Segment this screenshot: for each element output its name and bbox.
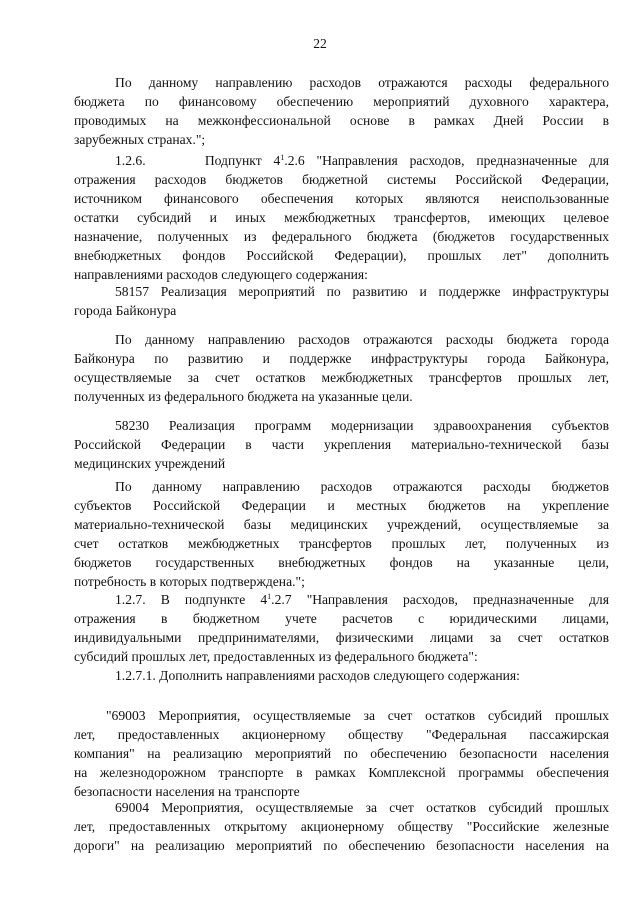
text-line: 58157 Реализация мероприятий по развитию и поддержке инфраструктуры bbox=[115, 284, 609, 299]
paragraph-1 bbox=[74, 73, 609, 149]
text-line: проводимых на межконфессиональной основе в рамках Дней России в bbox=[74, 113, 609, 128]
text-line: субъектов Российской Федерации и местных бюджетов на укрепление bbox=[74, 498, 609, 513]
text-fragment: Подпункт 4 bbox=[204, 153, 281, 168]
text-line: осуществляемые за счет остатков межбюджетных трансфертов прошлых лет, bbox=[74, 370, 609, 385]
text-line: бюджета по финансовому обеспечению мероприятий духовного характера, bbox=[74, 94, 609, 109]
text-line: 69004 Мероприятия, осуществляемые за счет остатков субсидий прошлых bbox=[115, 800, 609, 815]
text-fragment: 1.2.7. В подпункте 4 bbox=[115, 592, 268, 607]
text-line: компания" на реализацию мероприятий по обеспечению безопасности населения bbox=[74, 746, 609, 761]
text-line: полученных из федерального бюджета на указанные цели. bbox=[74, 389, 413, 404]
paragraph-1-2-7 bbox=[74, 590, 609, 666]
paragraph-58230 bbox=[74, 416, 609, 473]
text-line: 58230 Реализация программ модернизации здравоохранения субъектов bbox=[115, 418, 609, 433]
text-line: счет остатков межбюджетных трансфертов прошлых лет, полученных из bbox=[74, 536, 609, 551]
text-line: медицинских учреждений bbox=[74, 456, 226, 471]
text-line bbox=[74, 151, 609, 170]
text-line: потребность в которых подтверждена."; bbox=[74, 574, 305, 589]
paragraph-healthcare-description bbox=[74, 477, 609, 591]
text-line: отражения в бюджетном учете расчетов с юридическими лицами, bbox=[74, 611, 609, 626]
text-line: субсидий прошлых лет, предоставленных из федерального бюджета": bbox=[74, 649, 478, 664]
text-line: индивидуальными предпринимателями, физическими лицами за счет остатков bbox=[74, 630, 609, 645]
text-line: направлениями расходов следующего содержания: bbox=[74, 267, 368, 282]
text-line: "69003 Мероприятия, осуществляемые за счет остатков субсидий прошлых bbox=[106, 708, 609, 723]
text-line: Российской Федерации в части укрепления материально-технической базы bbox=[74, 437, 609, 452]
text-line: бюджетов государственных внебюджетных фондов на указанные цели, bbox=[74, 555, 609, 570]
text-line: Байконура по развитию и поддержке инфраструктуры города Байконура, bbox=[74, 351, 609, 366]
text-line: внебюджетных фондов Российской Федерации), прошлых лет" дополнить bbox=[74, 248, 609, 263]
paragraph-69003 bbox=[74, 706, 609, 801]
text-line: города Байконура bbox=[74, 303, 177, 318]
text-line: безопасности населения на транспорте bbox=[74, 784, 300, 799]
text-fragment: .2.6 "Направления расходов, предназначенные для bbox=[284, 153, 609, 168]
text-line bbox=[74, 590, 609, 609]
text-line: назначение, полученных из федерального бюджета (бюджетов государственных bbox=[74, 229, 609, 244]
text-line: По данному направлению расходов отражаются расходы бюджетов bbox=[115, 479, 609, 494]
text-line: остатки субсидий и иных межбюджетных трансфертов, имеющих целевое bbox=[74, 210, 609, 225]
page-number: 22 bbox=[313, 36, 327, 51]
text-line: лет, предоставленных акционерному обществу "Федеральная пассажирская bbox=[74, 727, 609, 742]
text-line: зарубежных странах."; bbox=[74, 132, 206, 147]
text-fragment: .2.7 "Направления расходов, предназначенные для bbox=[271, 592, 609, 607]
superscript: 1 bbox=[280, 153, 285, 162]
paragraph-58157 bbox=[74, 282, 609, 320]
text-line: на железнодорожном транспорте в рамках Комплексной программы обеспечения bbox=[74, 765, 609, 780]
text-line: источником финансового обеспечения которых являются неиспользованные bbox=[74, 191, 609, 206]
text-line: материально-технической базы медицинских учреждений, осуществляемые за bbox=[74, 517, 609, 532]
item-number: 1.2.6. bbox=[115, 153, 146, 168]
text-line: дороги" на реализацию мероприятий по обеспечению безопасности населения на bbox=[74, 838, 609, 853]
text-line: лет, предоставленных открытому акционерному обществу "Российские железные bbox=[74, 819, 609, 834]
superscript: 1 bbox=[267, 592, 272, 601]
text-line: По данному направлению расходов отражаются расходы бюджета города bbox=[115, 332, 609, 347]
paragraph-baikonur-description bbox=[74, 330, 609, 406]
paragraph-1-2-6 bbox=[74, 151, 609, 284]
text-line: По данному направлению расходов отражаются расходы федерального bbox=[115, 75, 609, 90]
text-line: отражения расходов бюджетов бюджетной системы Российской Федерации, bbox=[74, 172, 609, 187]
text-line: 1.2.7.1. Дополнить направлениями расходов следующего содержания: bbox=[115, 668, 520, 683]
paragraph-1-2-7-1 bbox=[74, 666, 609, 685]
paragraph-69004 bbox=[74, 798, 609, 855]
